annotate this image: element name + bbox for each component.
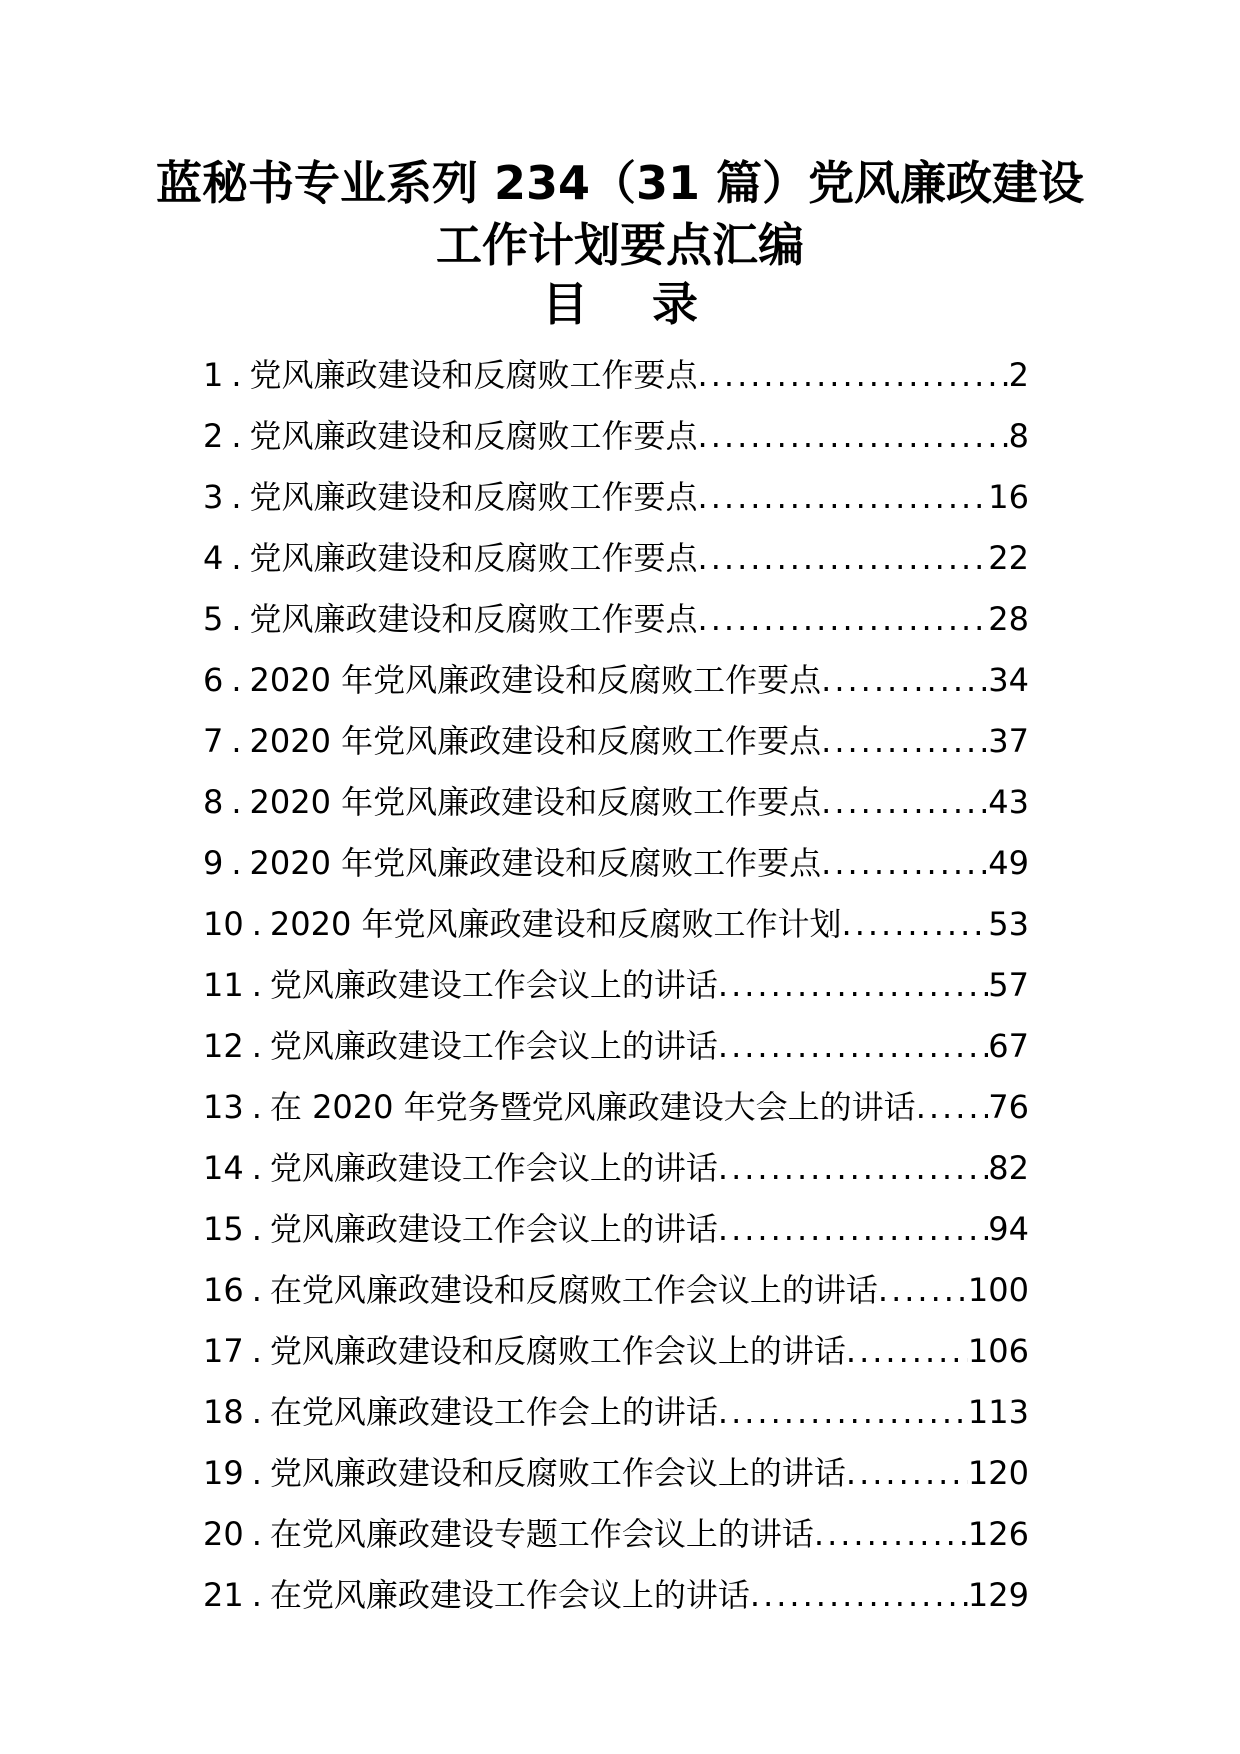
toc-entry-page-number: 76	[988, 1088, 1029, 1126]
toc-dot-leader	[698, 528, 989, 589]
toc-entry-title: 党风廉政建设工作会议上的讲话	[269, 1027, 718, 1065]
toc-entry-number: 4	[203, 539, 224, 577]
toc-entry[interactable]	[203, 772, 1029, 833]
toc-entry-number: 7	[203, 722, 224, 760]
toc-entry-page-number: 82	[988, 1149, 1029, 1187]
document-title-line-2: 工作计划要点汇编	[436, 218, 804, 272]
toc-entry-number: 20	[203, 1515, 244, 1553]
toc-entry-number: 10	[203, 905, 244, 943]
toc-entry-title: 党风廉政建设和反腐败工作要点	[249, 539, 698, 577]
toc-entry[interactable]	[203, 1504, 1029, 1565]
toc-entry-page-number: 28	[988, 600, 1029, 638]
toc-entry-title: 党风廉政建设工作会议上的讲话	[269, 966, 718, 1004]
toc-entry-page-number: 8	[1008, 417, 1029, 455]
toc-entry-page-number: 43	[988, 783, 1029, 821]
toc-entry-separator: .	[251, 1271, 262, 1309]
toc-dot-leader	[698, 406, 1009, 467]
toc-entry-number: 18	[203, 1393, 244, 1431]
toc-entry-title: 2020 年党风廉政建设和反腐败工作要点	[249, 722, 822, 760]
toc-entry-number: 13	[203, 1088, 244, 1126]
toc-dot-leader	[698, 345, 1009, 406]
toc-entry-title: 党风廉政建设和反腐败工作会议上的讲话	[269, 1332, 846, 1370]
toc-entry-title: 党风廉政建设和反腐败工作要点	[249, 356, 698, 394]
toc-heading: 目 录	[541, 277, 699, 331]
toc-dot-leader	[846, 1443, 968, 1504]
toc-entry[interactable]	[203, 1199, 1029, 1260]
toc-entry-title: 党风廉政建设工作会议上的讲话	[269, 1210, 718, 1248]
toc-entry-separator: .	[231, 722, 242, 760]
toc-dot-leader	[846, 1321, 968, 1382]
toc-dot-leader	[718, 1016, 988, 1077]
toc-dot-leader	[821, 772, 988, 833]
toc-entry-separator: .	[231, 661, 242, 699]
toc-entry-number: 1	[203, 356, 224, 394]
toc-dot-leader	[821, 650, 988, 711]
toc-entry-number: 11	[203, 966, 244, 1004]
toc-entry-number: 5	[203, 600, 224, 638]
toc-dot-leader	[821, 833, 988, 894]
toc-entry-separator: .	[231, 600, 242, 638]
toc-entry-page-number: 57	[988, 966, 1029, 1004]
toc-entry-number: 3	[203, 478, 224, 516]
toc-dot-leader	[750, 1565, 968, 1626]
toc-entry[interactable]	[203, 1077, 1029, 1138]
toc-entry-separator: .	[251, 1393, 262, 1431]
toc-entry-separator: .	[251, 1027, 262, 1065]
toc-dot-leader	[842, 894, 989, 955]
toc-entry-number: 14	[203, 1149, 244, 1187]
toc-entry-number: 21	[203, 1576, 244, 1614]
toc-entry-title: 党风廉政建设和反腐败工作会议上的讲话	[269, 1454, 846, 1492]
toc-entry-number: 17	[203, 1332, 244, 1370]
toc-dot-leader	[698, 589, 989, 650]
toc-entry-title: 在 2020 年党务暨党风廉政建设大会上的讲话	[269, 1088, 916, 1126]
toc-entry-separator: .	[231, 539, 242, 577]
toc-entry-title: 2020 年党风廉政建设和反腐败工作计划	[269, 905, 842, 943]
toc-entry[interactable]	[203, 1443, 1029, 1504]
toc-entry-separator: .	[251, 1332, 262, 1370]
toc-entry[interactable]	[203, 467, 1029, 528]
toc-entry-title: 在党风廉政建设和反腐败工作会议上的讲话	[269, 1271, 878, 1309]
toc-entry-number: 6	[203, 661, 224, 699]
toc-dot-leader	[916, 1077, 989, 1138]
toc-entry-number: 9	[203, 844, 224, 882]
toc-entry-title: 党风廉政建设和反腐败工作要点	[249, 417, 698, 455]
toc-entry-separator: .	[251, 1454, 262, 1492]
toc-entry-separator: .	[251, 1515, 262, 1553]
toc-entry-page-number: 94	[988, 1210, 1029, 1248]
toc-entry-title: 党风廉政建设和反腐败工作要点	[249, 478, 698, 516]
toc-entry-separator: .	[251, 1088, 262, 1126]
toc-entry[interactable]	[203, 1565, 1029, 1626]
toc-dot-leader	[821, 711, 988, 772]
toc-entry-page-number: 113	[967, 1393, 1029, 1431]
toc-entry-page-number: 53	[988, 905, 1029, 943]
toc-entry-title: 在党风廉政建设工作会议上的讲话	[269, 1576, 750, 1614]
toc-dot-leader	[718, 1382, 968, 1443]
toc-entry-number: 2	[203, 417, 224, 455]
toc-entry[interactable]	[203, 711, 1029, 772]
toc-entry-title: 在党风廉政建设工作会上的讲话	[269, 1393, 718, 1431]
toc-entry-separator: .	[251, 1210, 262, 1248]
toc-entry-separator: .	[251, 905, 262, 943]
toc-entry[interactable]	[203, 894, 1029, 955]
toc-entry[interactable]	[203, 833, 1029, 894]
toc-entry[interactable]	[203, 406, 1029, 467]
toc-entry-separator: .	[251, 1576, 262, 1614]
toc-entry[interactable]	[203, 1016, 1029, 1077]
table-of-contents	[203, 345, 1029, 1626]
toc-entry-number: 16	[203, 1271, 244, 1309]
toc-entry-number: 12	[203, 1027, 244, 1065]
toc-entry-page-number: 126	[967, 1515, 1029, 1553]
toc-entry-title: 党风廉政建设和反腐败工作要点	[249, 600, 698, 638]
toc-dot-leader	[718, 1199, 988, 1260]
toc-dot-leader	[878, 1260, 968, 1321]
toc-dot-leader	[718, 1138, 988, 1199]
toc-entry-separator: .	[231, 356, 242, 394]
toc-entry[interactable]	[203, 1138, 1029, 1199]
toc-entry-page-number: 129	[967, 1576, 1029, 1614]
toc-entry-separator: .	[231, 478, 242, 516]
toc-entry[interactable]	[203, 528, 1029, 589]
toc-entry-page-number: 49	[988, 844, 1029, 882]
toc-entry-separator: .	[251, 966, 262, 1004]
toc-entry-page-number: 100	[967, 1271, 1029, 1309]
toc-dot-leader	[814, 1504, 968, 1565]
toc-entry[interactable]	[203, 1382, 1029, 1443]
toc-entry-number: 19	[203, 1454, 244, 1492]
toc-entry-title: 2020 年党风廉政建设和反腐败工作要点	[249, 661, 822, 699]
toc-entry-page-number: 120	[967, 1454, 1029, 1492]
toc-dot-leader	[698, 467, 989, 528]
toc-entry-page-number: 22	[988, 539, 1029, 577]
document-title-line-1: 蓝秘书专业系列 234（31 篇）党风廉政建设	[155, 156, 1085, 210]
toc-entry-title: 党风廉政建设工作会议上的讲话	[269, 1149, 718, 1187]
toc-entry-page-number: 37	[988, 722, 1029, 760]
toc-entry-title: 2020 年党风廉政建设和反腐败工作要点	[249, 844, 822, 882]
toc-entry[interactable]	[203, 650, 1029, 711]
toc-entry-page-number: 2	[1008, 356, 1029, 394]
toc-entry-page-number: 16	[988, 478, 1029, 516]
toc-entry-page-number: 106	[967, 1332, 1029, 1370]
toc-entry-title: 在党风廉政建设专题工作会议上的讲话	[269, 1515, 814, 1553]
toc-entry[interactable]	[203, 589, 1029, 650]
toc-entry-title: 2020 年党风廉政建设和反腐败工作要点	[249, 783, 822, 821]
toc-entry-number: 15	[203, 1210, 244, 1248]
toc-entry[interactable]	[203, 1260, 1029, 1321]
toc-entry[interactable]	[203, 345, 1029, 406]
toc-entry[interactable]	[203, 955, 1029, 1016]
toc-entry-page-number: 34	[988, 661, 1029, 699]
toc-entry-separator: .	[251, 1149, 262, 1187]
toc-dot-leader	[718, 955, 988, 1016]
toc-entry-page-number: 67	[988, 1027, 1029, 1065]
toc-entry-separator: .	[231, 783, 242, 821]
toc-entry[interactable]	[203, 1321, 1029, 1382]
toc-entry-separator: .	[231, 844, 242, 882]
toc-entry-separator: .	[231, 417, 242, 455]
toc-entry-number: 8	[203, 783, 224, 821]
